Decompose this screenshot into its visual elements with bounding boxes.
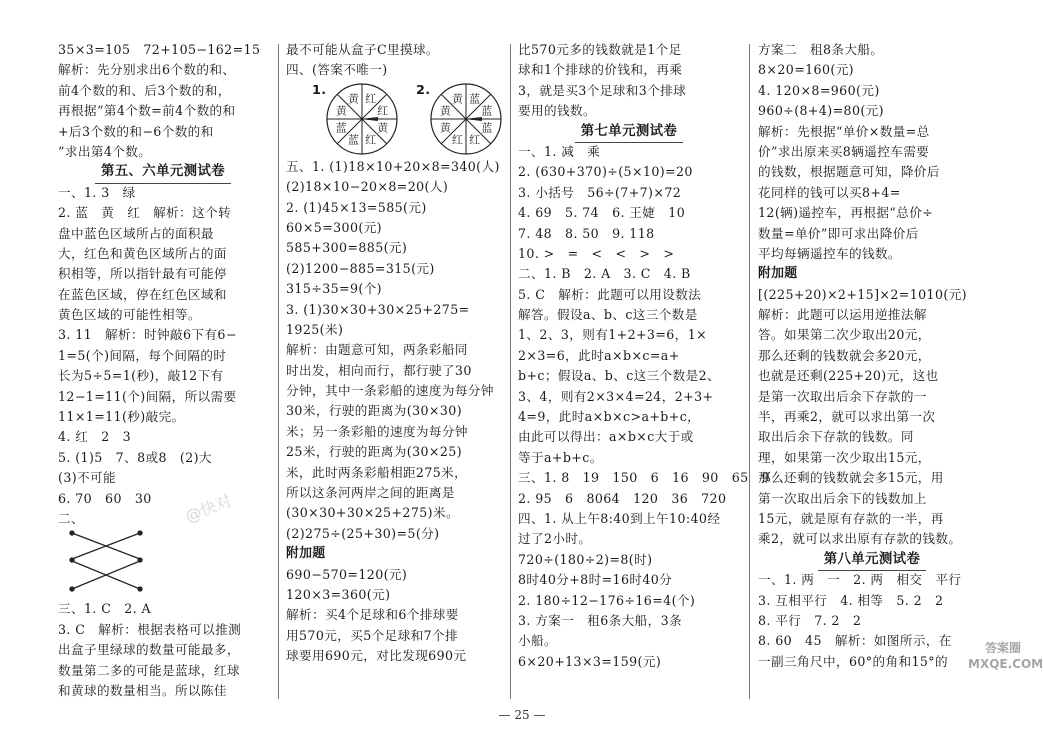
answer-line: [(225+20)×2+15]×2=1010(元) xyxy=(758,286,967,302)
answer-line: 585+300=885(元) xyxy=(286,240,408,256)
answer-line: 三、1. C 2. A xyxy=(58,601,151,617)
answer-line: 一、1. 3 绿 xyxy=(58,184,136,200)
answer-line: 3. C 解析：根据表格可以推测 xyxy=(58,621,242,637)
answer-line: 3、4，则有2×3×4=24，2+3+ xyxy=(518,388,714,404)
answer-line: 所以这条河两岸之间的距离是 xyxy=(286,485,455,501)
answer-line: 数量第二多的可能是蓝球，红球 xyxy=(58,662,240,678)
answer-line: 米，此时两条彩船相距275米， xyxy=(286,464,468,480)
answer-line: 球和1个排球的价钱和，再乘 xyxy=(518,62,683,78)
answer-line: 那么还剩的钱数就会多15元，用 xyxy=(758,470,944,486)
answer-line: 解答。假设a、b、c这三个数是 xyxy=(518,307,698,323)
answer-line: 35×3=105 72+105−162=15 xyxy=(58,42,261,57)
answer-line: b+c；假设a、b、c这三个数是2、 xyxy=(518,368,721,384)
answer-line: 一、1. 两 一 2. 两 相交 平行 xyxy=(758,572,962,588)
watermark-url: MXQE.COM xyxy=(968,657,1044,671)
answer-line: 积相等，所以指针最有可能停 xyxy=(58,266,227,282)
answer-line: (2)18×10−20×8=20(人) xyxy=(286,179,449,195)
answer-line: 12−1=11(个)间隔，所以需要 xyxy=(58,388,237,404)
answer-line: 是第一次取出后余下存款的一 xyxy=(758,388,927,404)
answer-line: 解析：先根据“单价×数量=总 xyxy=(758,123,930,139)
answer-line: 用570元，买5个足球和7个排 xyxy=(286,627,459,643)
answer-line: 10. > = < < > > xyxy=(518,245,675,261)
answer-line: 一、1. 减 乘 xyxy=(518,143,601,159)
answer-line: 米；另一条彩船的速度为每分钟 xyxy=(286,423,468,439)
answer-line: 四、1. 从上午8:40到上午10:40经 xyxy=(518,510,721,526)
wheel-sector-label: 蓝 xyxy=(469,92,481,106)
answer-line: 690−570=120(元) xyxy=(286,566,408,582)
answer-line: 6×20+13×3=159(元) xyxy=(518,653,662,669)
answer-line: 15元，就是原有存款的一半，再 xyxy=(758,510,944,526)
answer-line: 球要用690元，对比发现690元 xyxy=(286,648,467,664)
answer-line: 和黄球的数量相当。所以陈佳 xyxy=(58,682,227,698)
column-3 xyxy=(518,40,770,672)
answer-line: 第一次取出后余下的钱数加上 xyxy=(758,490,927,506)
matching-lines-diagram xyxy=(62,529,152,595)
answer-line: 25米，行驶的距离为(30×25) xyxy=(286,444,463,460)
column-divider xyxy=(278,44,279,699)
wheel-sector-label: 红 xyxy=(365,133,377,147)
answer-line: 1、2、3，则有1+2+3=6，1× xyxy=(518,327,708,343)
wheel-sector-label: 黄 xyxy=(335,104,347,118)
answer-line: 6. 70 60 30 xyxy=(58,490,152,506)
section-heading: 第七单元测试卷 xyxy=(518,122,740,142)
column-1 xyxy=(58,40,268,701)
answer-line: 720÷(180÷2)=8(时) xyxy=(518,551,653,567)
column-4 xyxy=(758,40,986,672)
wheel-sector-label: 黄 xyxy=(347,92,359,106)
answer-line: 也就是还剩(225+20)元，这也 xyxy=(758,368,939,384)
answer-line: ”求出第4个数。 xyxy=(58,143,152,159)
answer-line: 960÷(8+4)=80(元) xyxy=(758,103,884,119)
answer-line: (2)275÷(25+30)=5(分) xyxy=(286,525,440,541)
answer-line: 3. 方案一 租6条大船，3条 xyxy=(518,612,682,628)
answer-line: 小船。 xyxy=(518,633,557,649)
answer-line: 理，如果第一次少取出15元， xyxy=(758,449,931,465)
item-number: 2. xyxy=(416,82,431,98)
answer-line: 12(辆)遥控车，再根据“总价÷ xyxy=(758,205,934,221)
answer-line: 2. 蓝 黄 红 解析：这个转 xyxy=(58,205,232,221)
answer-line: 2. 180÷12−176÷16=4(个) xyxy=(518,592,696,608)
answer-line: 解析：买4个足球和6个排球要 xyxy=(286,607,459,623)
answer-line: 由此可以得出：a×b×c大于或 xyxy=(518,429,694,445)
bonus-heading: 附加题 xyxy=(758,266,798,282)
wheel-sector-label: 红 xyxy=(365,92,377,106)
column-divider xyxy=(510,44,511,699)
spinner-wheel-2 xyxy=(428,81,504,157)
answer-line: 分钟，其中一条彩船的速度为每分钟 xyxy=(286,383,494,399)
answer-line: (3)不可能 xyxy=(58,470,117,486)
item-number: 1. xyxy=(312,82,327,98)
wheel-sector-label: 红 xyxy=(451,133,463,147)
answer-line: 的钱数，根据题意可知，降价后 xyxy=(758,164,940,180)
wheel-sector-label: 黄 xyxy=(439,104,451,118)
answer-line: 1=5(个)间隔，每个间隔的时 xyxy=(58,347,227,363)
answer-line: 1925(米) xyxy=(286,321,344,337)
answer-line: 那么还剩的钱数就会多20元， xyxy=(758,347,931,363)
answer-line: 8. 60 45 解析：如图所示，在 xyxy=(758,633,952,649)
answer-line: 2. (630+370)÷(5×10)=20 xyxy=(518,164,693,180)
answer-line: 5. C 解析：此题可以用设数法 xyxy=(518,286,702,302)
answer-line: 一副三角尺中，60°的角和15°的 xyxy=(758,653,948,669)
answer-line: 8×20=160(元) xyxy=(758,62,854,78)
column-divider xyxy=(749,44,750,699)
answer-line: 盘中蓝色区域所占的面积最 xyxy=(58,225,214,241)
answer-line: 黄色区域的可能性相等。 xyxy=(58,307,201,323)
answer-line: 5. (1)5 7、8或8 (2)大 xyxy=(58,449,212,465)
answer-line: 四、(答案不唯一) xyxy=(286,62,388,78)
answer-line: 3. 互相平行 4. 相等 5. 2 2 xyxy=(758,592,944,608)
answer-line: 120×3=360(元) xyxy=(286,586,391,602)
wheel-sector-label: 蓝 xyxy=(335,121,347,135)
answer-line: 315÷35=9(个) xyxy=(286,281,382,297)
answer-line: 11×1=11(秒)敲完。 xyxy=(58,409,185,425)
bonus-heading: 附加题 xyxy=(286,546,326,562)
answer-line: 最不可能从盒子C里摸球。 xyxy=(286,42,439,57)
wheel-sector-label: 红 xyxy=(469,133,481,147)
answer-line: 4. 69 5. 74 6. 王婕 10 xyxy=(518,205,686,221)
answer-line: (30×30+30×25+275)米。 xyxy=(286,505,459,521)
wheel-sector-label: 红 xyxy=(377,104,389,118)
spinner-wheel-1 xyxy=(324,81,400,157)
answer-line: 二、1. B 2. A 3. C 4. B xyxy=(518,266,691,282)
question-label: 二、 xyxy=(58,510,84,526)
answer-line: 在蓝色区域，停在红色区域和 xyxy=(58,286,227,302)
answer-line: 30米，行驶的距离为(30×30) xyxy=(286,403,463,419)
answer-line: 3. (1)30×30+30×25+275= xyxy=(286,301,470,317)
answer-line: 3. 11 解析：时钟敲6下有6− xyxy=(58,327,237,343)
answer-line: 3. 小括号 56÷(7+7)×72 xyxy=(518,184,682,200)
answer-line: 平均每辆遥控车的钱数。 xyxy=(758,245,901,261)
answer-line: 解析：由题意可知，两条彩船同 xyxy=(286,342,468,358)
answer-line: 2. 95 6 8064 120 36 720 xyxy=(518,490,727,506)
wheel-sector-label: 黄 xyxy=(377,121,389,135)
answer-line: 7. 48 8. 50 9. 118 xyxy=(518,225,655,241)
answer-line: 时出发，相向而行，都行驶了30 xyxy=(286,362,472,378)
answer-line: 取出后余下存款的钱数。同 xyxy=(758,429,914,445)
answer-line: 8. 平行 7. 2 2 xyxy=(758,612,862,628)
wheel-sector-label: 黄 xyxy=(439,121,451,135)
answer-line: 三、1. 8 19 150 6 16 90 65 9 xyxy=(518,470,770,486)
answer-line: 五、1. (1)18×10+20×8=340(人) xyxy=(286,158,500,174)
wheel-sector-label: 蓝 xyxy=(481,121,493,135)
answer-line: 4. 120×8=960(元) xyxy=(758,82,880,98)
watermark-text: 答案圈 xyxy=(984,641,1021,655)
answer-line: 8时40分+8时=16时40分 xyxy=(518,572,673,588)
answer-line: 4. 红 2 3 xyxy=(58,429,132,445)
answer-line: 再根据“第4个数=前4个数的和 xyxy=(58,103,236,119)
answer-line: 3，就是买3个足球和3个排球 xyxy=(518,82,687,98)
section-heading: 第五、六单元测试卷 xyxy=(58,162,268,182)
answer-line: +后3个数的和−6个数的和 xyxy=(58,123,214,139)
answer-line: 等于a+b+c。 xyxy=(518,449,603,465)
wheel-sector-label: 蓝 xyxy=(481,104,493,118)
answer-line: 乘2，就可以求出原有存款的钱数。 xyxy=(758,531,962,547)
answer-line: 长为5÷5=1(秒)，敲12下有 xyxy=(58,368,224,384)
answer-line: 要用的钱数。 xyxy=(518,103,596,119)
answer-line: 花同样的钱可以买8+4= xyxy=(758,184,901,200)
answer-line: 半，再乘2，就可以求出第一次 xyxy=(758,409,936,425)
answer-line: 2. (1)45×13=585(元) xyxy=(286,199,427,215)
wheel-sector-label: 蓝 xyxy=(347,133,359,147)
section-heading: 第八单元测试卷 xyxy=(758,550,986,570)
answer-line: 2×3=6，此时a×b×c=a+ xyxy=(518,347,680,363)
answer-line: 出盒子里绿球的数量可能最多， xyxy=(58,642,240,658)
answer-line: 大，红色和黄色区域所占的面 xyxy=(58,245,227,261)
column-2 xyxy=(286,40,498,667)
answer-line: 解析：此题可以运用逆推法解 xyxy=(758,307,927,323)
answer-line: 比570元多的钱数就是1个足 xyxy=(518,42,682,57)
watermark-logo: @快对 xyxy=(182,490,235,527)
answer-line: 价”求出原来买8辆遥控车需要 xyxy=(758,143,930,159)
watermark-site xyxy=(968,640,1044,672)
answer-line: 数量=单价”即可求出降价后 xyxy=(758,225,919,241)
answer-line: 过了2小时。 xyxy=(518,531,592,547)
spinner-answers xyxy=(286,81,498,157)
page-number: — 25 — xyxy=(498,708,546,722)
answer-line: 解析：先分别求出6个数的和、 xyxy=(58,62,236,78)
answer-line: 60×5=300(元) xyxy=(286,219,382,235)
answer-line: (2)1200−885=315(元) xyxy=(286,260,435,276)
answer-line: 4=9，此时a×b×c>a+b+c， xyxy=(518,409,701,425)
wheel-sector-label: 黄 xyxy=(451,92,463,106)
answer-line: 前4个数的和、后3个数的和， xyxy=(58,82,231,98)
answer-line: 方案二 租8条大船。 xyxy=(758,42,884,57)
answer-line: 答。如果第二次少取出20元， xyxy=(758,327,931,343)
